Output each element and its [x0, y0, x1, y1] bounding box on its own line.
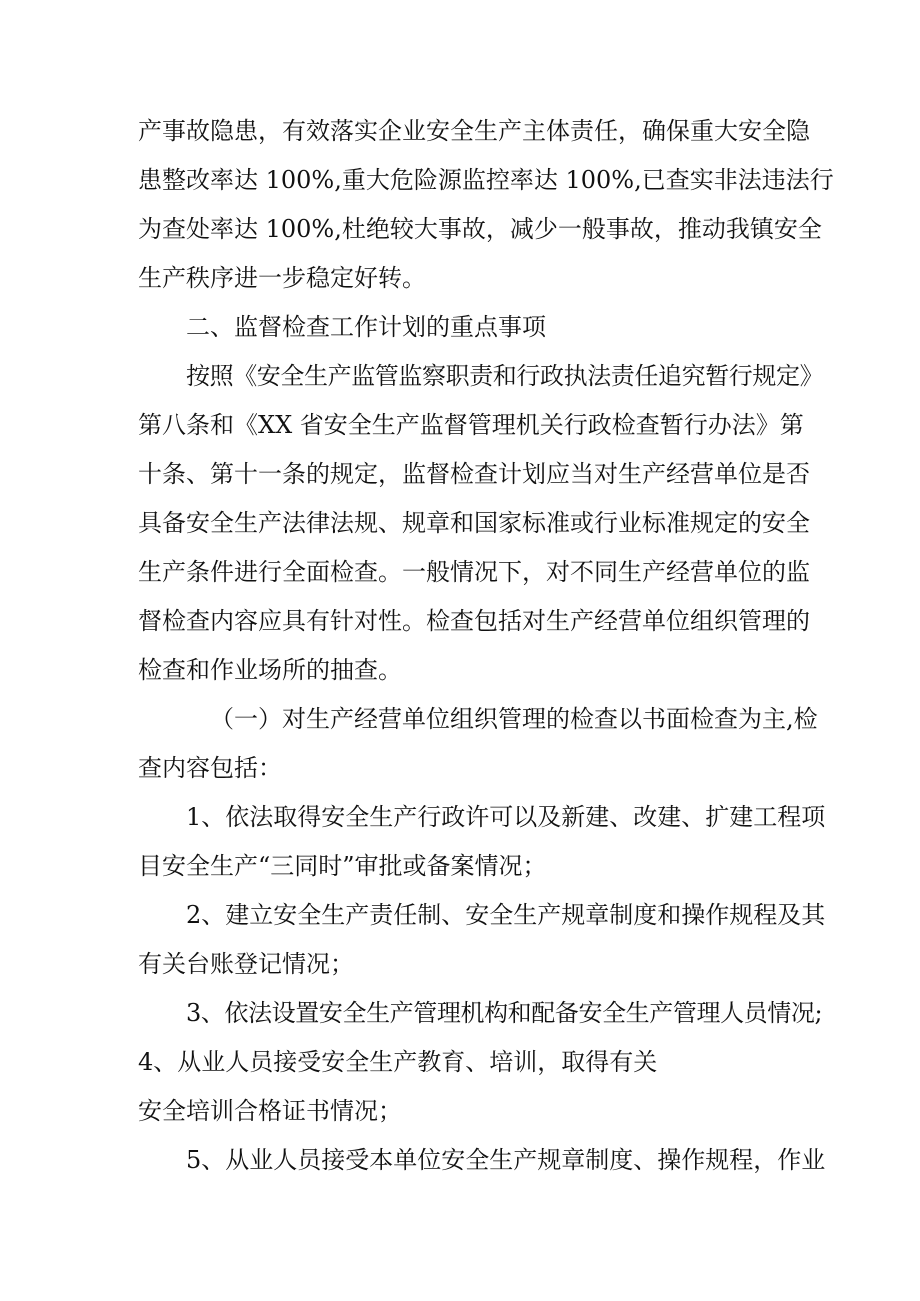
text-line-2: 患整改率达 100%,重大危险源监控率达 100%,已查实非法违法行	[138, 166, 834, 194]
text-line-1: 产事故隐患，有效落实企业安全生产主体责任，确保重大安全隐	[138, 117, 810, 145]
text-line-3: 为查处率达 100%,杜绝较大事故，减少一般事故，推动我镇安全	[138, 215, 822, 243]
text-line-6: 按照《安全生产监管监察职责和行政执法责任追究暂行规定》	[186, 362, 824, 390]
text-line-8: 十条、第十一条的规定，监督检查计划应当对生产经营单位是否	[138, 460, 810, 488]
text-line-11: 督检查内容应具有针对性。检查包括对生产经营单位组织管理的	[138, 607, 810, 635]
text-line-4: 生产秩序进一步稳定好转。	[138, 264, 426, 292]
subsection-line: （一）对生产经营单位组织管理的检查以书面检查为主,检	[210, 705, 818, 733]
text-line-10: 生产条件进行全面检查。一般情况下，对不同生产经营单位的监	[138, 558, 810, 586]
item-1-line-1: 1、依法取得安全生产行政许可以及新建、改建、扩建工程项	[186, 803, 826, 831]
text-line-7: 第八条和《XX 省安全生产监督管理机关行政检查暂行办法》第	[138, 411, 804, 439]
text-line-14: 查内容包括：	[138, 754, 282, 782]
text-line-9: 具备安全生产法律法规、规章和国家标准或行业标准规定的安全	[138, 509, 810, 537]
item-4-line-2: 安全培训合格证书情况；	[138, 1097, 402, 1125]
item-2-line-1: 2、建立安全生产责任制、安全生产规章制度和操作规程及其	[186, 901, 826, 929]
item-3-line: 3、依法设置安全生产管理机构和配备安全生产管理人员情况;	[186, 999, 823, 1027]
text-line-12: 检查和作业场所的抽查。	[138, 656, 402, 684]
item-2-line-2: 有关台账登记情况；	[138, 950, 354, 978]
item-5-line-1: 5、从业人员接受本单位安全生产规章制度、操作规程，作业	[186, 1146, 826, 1174]
section-heading: 二、监督检查工作计划的重点事项	[186, 313, 546, 341]
item-1-line-2: 目安全生产“三同时”审批或备案情况；	[138, 852, 547, 880]
item-4-line-1: 4、从业人员接受安全生产教育、培训，取得有关	[138, 1048, 658, 1076]
